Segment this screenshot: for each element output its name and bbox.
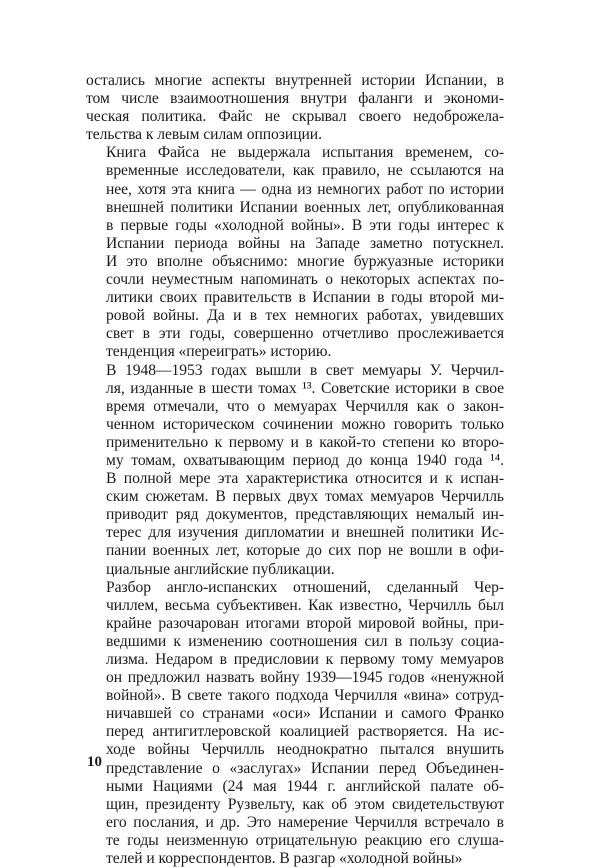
text-line: перед антигитлеровской коалицией растворяется. На ис- [106,723,504,741]
text-line: остались многие аспекты внутренней истории Испании, в [86,72,504,89]
text-line: время отмечали, что о мемуарах Черчилля как о закон- [106,397,504,415]
text-line: телей и корреспондентов. В разгар «холодной войны» [106,850,463,868]
text-line: ченном историческом сочинении можно говорить только [106,415,504,433]
paragraph [86,144,504,361]
text-line: ля, изданные в шести томах ¹³. Советские историки в свое [106,379,504,397]
text-line: те годы неизменную отрицательную реакцию его слуша- [106,831,504,849]
text-line: циальные английские публикации. [106,560,335,578]
text-line: сочли неуместным напоминать о некоторых аспектах по- [106,271,504,289]
text-line: пании военных лет, которые до сих пор не вошли в офи- [106,542,504,560]
text-line: представление о «заслугах» Испании перед Объединен- [106,759,504,777]
text-line: его послания, и др. Это намерение Черчилля встречало в [106,813,504,831]
text-line: ческая политика. Файс не скрывал своего недоброжела- [86,108,504,126]
text-line: му томам, охватывающим период до конца 1940 года ¹⁴. [106,451,504,469]
text-line: крайне разочарован итогами второй мировой войны, при- [106,614,504,632]
text-line: ходе войны Черчилль неоднократно пытался внушить [106,741,504,759]
page-body [86,72,504,868]
text-line: временные исследователи, как правило, не ссылаются на [106,162,504,180]
text-line: он предложил назвать войну 1939—1945 годов «ненужной [106,669,504,687]
text-line: Книга Файса не выдержала испытания временем, со- [106,144,504,162]
page-number: 10 [87,754,102,770]
text-line: применительно к первому и в какой-то степени ко второ- [106,433,504,451]
text-line: тельства к левым силам оппозиции. [86,126,322,144]
text-line: ничавшей со странами «оси» Испании и самого Франко [106,705,504,723]
text-line: приводит ряд документов, представляющих немалый ин- [106,506,504,524]
text-line: нее, хотя эта книга — одна из немногих работ по истории [106,180,504,198]
paragraph [86,72,504,144]
text-line: чиллем, весьма субъективен. Как известно, Черчилль был [106,596,504,614]
paragraph [86,362,504,579]
text-line: внешней политики Испании военных лет, опубликованная [106,198,504,216]
text-line: терес для изучения дипломатии и внешней политики Ис- [106,524,504,542]
paragraph [86,579,504,868]
text-line: В 1948—1953 годах вышли в свет мемуары У. Черчил- [106,361,504,379]
text-line: в первые годы «холодной войны». В эти годы интерес к [106,216,504,234]
text-line: щин, президенту Рузвельту, как об этом свидетельствуют [106,795,504,813]
text-line: Разбор англо-испанских отношений, сделанный Чер- [106,578,504,596]
text-line: ским сюжетам. В первых двух томах мемуаров Черчилль [106,488,504,506]
text-line: ровой войны. Да и в тех немногих работах, увидевших [106,307,504,325]
text-line: литики своих правительств в Испании в годы второй ми- [106,289,504,307]
text-line: Испании периода войны на Западе заметно потускнел. [106,234,504,252]
text-line: тенденция «переиграть» историю. [106,343,332,361]
text-line: войной». В свете такого подхода Черчилля «вина» сотруд- [106,687,504,705]
text-line: ными Нациями (24 мая 1944 г. английской палате об- [106,777,504,795]
text-line: И это вполне объяснимо: многие буржуазные историки [106,252,504,270]
text-line: ведшими к изменению соотношения сил в пользу социа- [106,632,504,650]
text-line: В полной мере эта характеристика относится и к испан- [106,470,504,488]
text-line: том числе взаимоотношения внутри фаланги и экономи- [86,90,504,108]
text-line: свет в эти годы, совершенно отчетливо прослеживается [106,325,504,343]
text-line: лизма. Недаром в предисловии к первому тому мемуаров [106,651,504,668]
